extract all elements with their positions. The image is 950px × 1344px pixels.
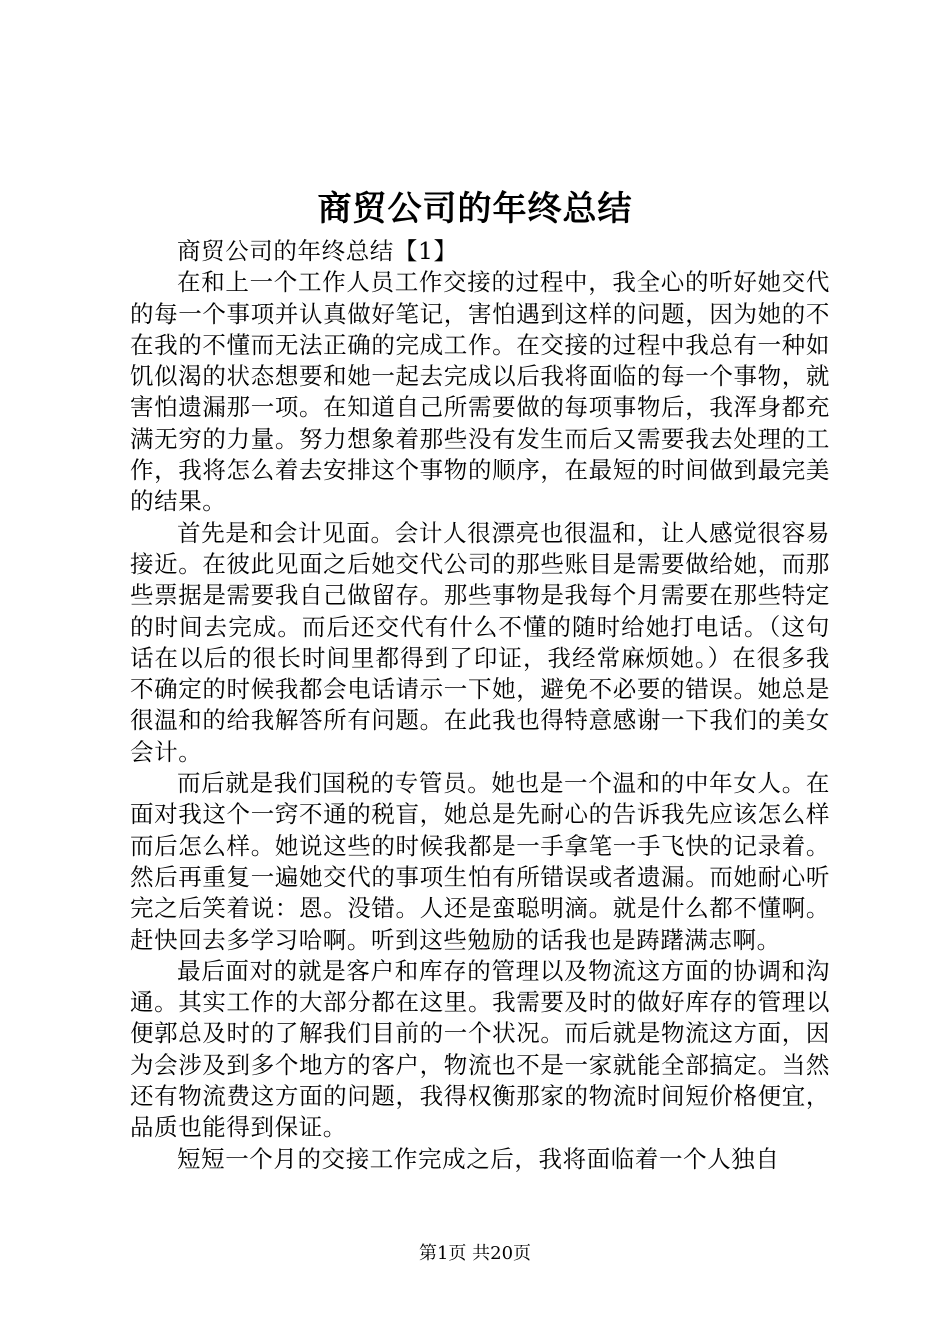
paragraph: 最后面对的就是客户和库存的管理以及物流这方面的协调和沟通。其实工作的大部分都在这里。我需要及时的做好库存的管理以便郭总及时的了解我们目前的一个状况。而后就是物流这方面，因为会涉及到多个地方的客户，物流也不是一家就能全部搞定。当然还有物流费这方面的问题，我得权衡那家的物流时间短价格便宜，品质也能得到保证。 <box>130 956 830 1142</box>
paragraph: 短短一个月的交接工作完成之后，我将面临着一个人独自 <box>177 1144 780 1173</box>
paragraph: 而后就是我们国税的专管员。她也是一个温和的中年女人。在面对我这个一窍不通的税盲，她总是先耐心的告诉我先应该怎么样而后怎么样。她说这些的时候我都是一手拿笔一手飞快的记录着。然后再重复一遍她交代的事项生怕有所错误或者遗漏。而她耐心听完之后笑着说：恩。没错。人还是蛮聪明滴。就是什么都不懂啊。赶快回去多学习哈啊。听到这些勉励的话我也是踌躇满志啊。 <box>130 769 830 954</box>
document-title: 商贸公司的年终总结 <box>317 189 633 229</box>
paragraph: 首先是和会计见面。会计人很漂亮也很温和，让人感觉很容易接近。在彼此见面之后她交代公司的那些账目是需要做给她，而那些票据是需要我自己做留存。那些事物是我每个月需要在那些特定的时间去完成。而后还交代有什么不懂的随时给她打电话。（这句话在以后的很长时间里都得到了印证，我经常麻烦她。）在很多我不确定的时候我都会电话请示一下她，避免不必要的错误。她总是很温和的给我解答所有问题。在此我也得特意感谢一下我们的美女会计。 <box>130 518 830 766</box>
section-subheading: 商贸公司的年终总结【1】 <box>177 237 458 265</box>
document-body <box>130 236 830 1175</box>
page-number-footer: 第1页 共20页 <box>418 1243 532 1264</box>
paragraph: 在和上一个工作人员工作交接的过程中，我全心的听好她交代的每一个事项并认真做好笔记，害怕遇到这样的问题，因为她的不在我的不懂而无法正确的完成工作。在交接的过程中我总有一种如饥似渴的状态想要和她一起去完成以后我将面临的每一个事物，就害怕遗漏那一项。在知道自己所需要做的每项事物后，我浑身都充满无穷的力量。努力想象着那些没有发生而后又需要我去处理的工作，我将怎么着去安排这个事物的顺序，在最短的时间做到最完美的结果。 <box>130 268 830 516</box>
